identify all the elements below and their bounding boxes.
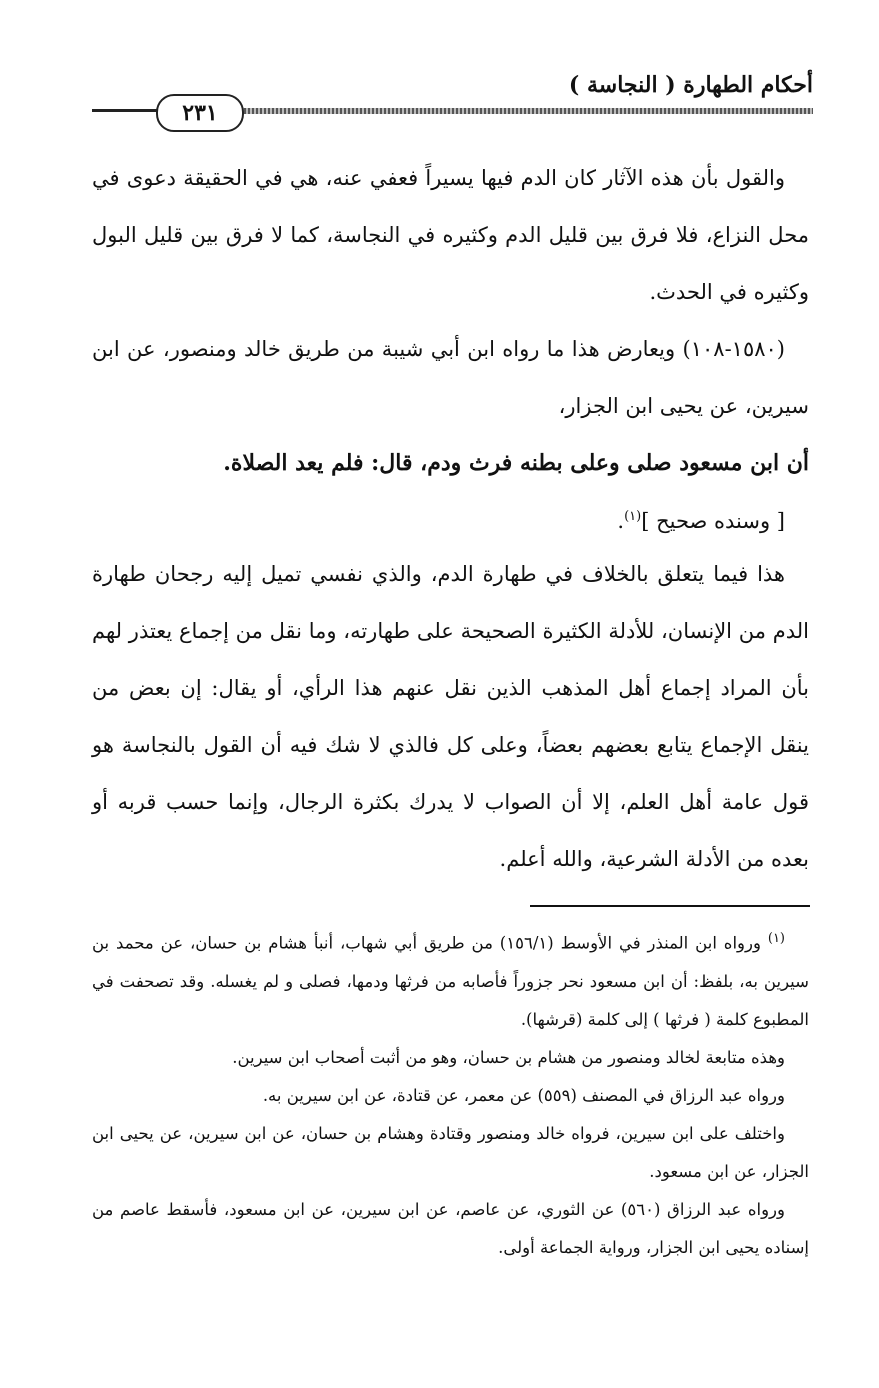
hadith-text: أن ابن مسعود صلى وعلى بطنه فرث ودم، قال: فلم يعد الصلاة.: [223, 450, 809, 476]
footnote-4: واختلف على ابن سيرين، فرواه خالد ومنصور وقتادة وهشام بن حسان، عن ابن سيرين، عن يحيى ابن الجزار، عن ابن مسعود.: [92, 1123, 809, 1181]
page-number: ٢٣١: [182, 100, 218, 126]
footnote-1: [92, 920, 809, 1039]
footnote-separator: [530, 905, 810, 907]
paragraph-3: هذا فيما يتعلق بالخلاف في طهارة الدم، والذي نفسي تميل إليه رجحان طهارة الدم من الإنسان، للأدلة الكثيرة الصحيحة على طهارته، وما نقل من إجماع يعتذر لهم بأن المراد إجماع أهل المذهب الذين نقل عنهم هذا الرأي، أو يقال: إن بعض من ينقل الإجماع يتابع بعضهم بعضاً، وعلى كل فالذي لا شك فيه أن القول بالنجاسة هو قول عامة أهل العلم، إلا أن الصواب لا يدرك بكثرة الرجال، وإنما حسب قربه أو بعده من الأدلة الشرعية، والله أعلم.: [92, 562, 809, 871]
footnote-1-mark: (١): [767, 931, 785, 946]
footnote-5: ورواه عبد الرزاق (٥٦٠) عن الثوري، عن عاصم، عن ابن سيرين، عن ابن مسعود، فأسقط عاصم من إسناده يحيى ابن الجزار، ورواية الجماعة أولى.: [92, 1199, 809, 1257]
page-number-badge: [156, 94, 244, 132]
header-rule: [220, 108, 813, 114]
footnote-ref[interactable]: (١): [624, 509, 642, 524]
footnotes: [92, 920, 809, 1267]
footnote-3: ورواه عبد الرزاق في المصنف (٥٥٩) عن معمر، عن قتادة، عن ابن سيرين به.: [262, 1085, 785, 1105]
running-title: أحكام الطهارة ( النجاسة ): [568, 72, 813, 98]
footnote-2: وهذه متابعة لخالد ومنصور من هشام بن حسان، وهو من أثبت أصحاب ابن سيرين.: [232, 1047, 785, 1067]
footnote-1-text: ورواه ابن المنذر في الأوسط (١٥٦/١) من طريق أبي شهاب، أنبأ هشام بن حسان، عن محمد بن سيرين به، بلفظ: أن ابن مسعود نحر جزوراً فأصابه من فرثها ودمها، فصلى و لم يغسله. وقد تصحفت في المطبوع كلمة ( فرثها ) إلى كلمة (قرشها).: [92, 933, 809, 1029]
grade-text: [ وسنده صحيح ]: [641, 509, 785, 533]
main-text: [92, 150, 809, 888]
grade-end: .: [617, 509, 625, 533]
grade-line: [92, 492, 809, 546]
paragraph-2: (١٥٨٠-١٠٨) ويعارض هذا ما رواه ابن أبي شيبة من طريق خالد ومنصور، عن ابن سيرين، عن يحيى ابن الجزار،: [92, 337, 809, 418]
paragraph-1: والقول بأن هذه الآثار كان الدم فيها يسيراً فعفي عنه، هي في الحقيقة دعوى في محل النزاع، فلا فرق بين قليل الدم وكثيره في النجاسة، كما لا فرق بين قليل البول وكثيره في الحدث.: [92, 166, 809, 304]
header-rule-left: [92, 109, 162, 112]
